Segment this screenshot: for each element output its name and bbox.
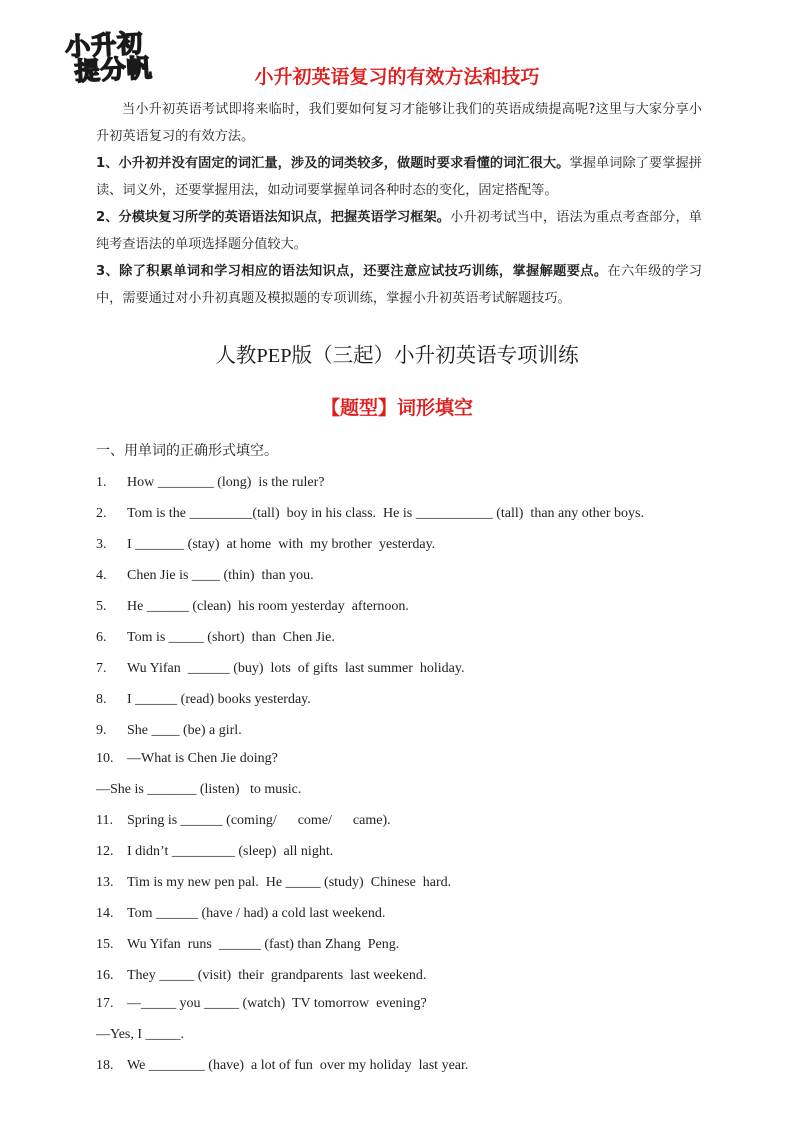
question-text: Tim is my new pen pal. He _____ (study) Chinese hard. (127, 875, 452, 890)
logo-line-1: 小升初 (64, 28, 145, 62)
question-item (96, 963, 706, 994)
question-text: I didn’t _________ (sleep) all night. (127, 844, 334, 859)
question-text: —Yes, I _____. (96, 1027, 185, 1042)
question-number: 16. (96, 968, 114, 983)
question-type-tag: 【题型】词形填空 (320, 397, 473, 419)
question-number: 15. (96, 937, 114, 952)
question-item (96, 994, 706, 1024)
question-text: —She is _______ (listen) to music. (96, 782, 302, 797)
tip-3-heading: 3、除了积累单词和学习相应的语法知识点，还要注意应试技巧训练，掌握解题要点。 (96, 264, 608, 279)
question-number: 8. (96, 692, 107, 707)
question-number: 10. (96, 751, 114, 766)
question-number: 9. (96, 723, 107, 738)
question-item (96, 656, 706, 687)
question-item (96, 1053, 706, 1084)
question-number: 18. (96, 1058, 114, 1073)
logo-line-2: 提分帆 (73, 53, 154, 87)
question-item (96, 625, 706, 656)
question-number: 2. (96, 506, 107, 521)
question-item (96, 932, 706, 963)
question-item (96, 808, 706, 839)
question-text: He ______ (clean) his room yesterday afternoon. (127, 599, 409, 614)
question-text: We ________ (have) a lot of fun over my holiday last year. (127, 1058, 469, 1073)
question-item (96, 1024, 706, 1053)
question-text: —_____ you _____ (watch) TV tomorrow evening? (127, 996, 427, 1011)
tip-1 (96, 150, 702, 204)
question-item (96, 749, 706, 779)
tip-3-body: 在六年级的学习中，需要通过对小升初真题及模拟题的专项训练，掌握小升初英语考试解题技巧。 (96, 264, 702, 306)
question-number: 4. (96, 568, 107, 583)
tip-3 (96, 258, 702, 312)
question-list (96, 470, 706, 1084)
question-item (96, 718, 706, 749)
page-title: 小升初英语复习的有效方法和技巧 (254, 66, 540, 88)
question-text: —What is Chen Jie doing? (127, 751, 278, 766)
question-number: 13. (96, 875, 114, 890)
question-number: 1. (96, 475, 107, 490)
question-text: She ____ (be) a girl. (127, 723, 242, 738)
question-item (96, 870, 706, 901)
question-item (96, 901, 706, 932)
question-number: 14. (96, 906, 114, 921)
tip-2-body: 小升初考试当中，语法为重点考查部分，单纯考查语法的单项选择题分值较大。 (96, 210, 702, 252)
question-text: I ______ (read) books yesterday. (127, 692, 311, 707)
question-number: 6. (96, 630, 107, 645)
question-item (96, 594, 706, 625)
question-number: 5. (96, 599, 107, 614)
question-text: I _______ (stay) at home with my brother yesterday. (127, 537, 436, 552)
question-item (96, 839, 706, 870)
tip-1-heading: 1、小升初并没有固定的词汇量，涉及的词类较多，做题时要求看懂的词汇很大。 (96, 156, 570, 171)
question-item (96, 532, 706, 563)
question-number: 12. (96, 844, 114, 859)
question-text: Wu Yifan runs ______ (fast) than Zhang Peng. (127, 937, 400, 952)
question-text: Chen Jie is ____ (thin) than you. (127, 568, 314, 583)
question-text: Spring is ______ (coming/ come/ came). (127, 813, 391, 828)
tip-2-heading: 2、分模块复习所学的英语语法知识点，把握英语学习框架。 (96, 210, 451, 225)
intro-section (96, 96, 702, 312)
question-item (96, 470, 706, 501)
question-text: Wu Yifan ______ (buy) lots of gifts last summer holiday. (127, 661, 465, 676)
question-text: Tom is _____ (short) than Chen Jie. (127, 630, 335, 645)
question-item (96, 563, 706, 594)
question-text: How ________ (long) is the ruler? (127, 475, 325, 490)
question-number: 7. (96, 661, 107, 676)
question-text: They _____ (visit) their grandparents last weekend. (127, 968, 427, 983)
exercise-subtitle: 人教PEP版（三起）小升初英语专项训练 (215, 345, 579, 367)
tip-2 (96, 204, 702, 258)
intro-paragraph: 当小升初英语考试即将来临时，我们要如何复习才能够让我们的英语成绩提高呢?这里与大家分享小升初英语复习的有效方法。 (96, 102, 702, 144)
question-number: 3. (96, 537, 107, 552)
question-item (96, 779, 706, 808)
question-text: Tom ______ (have / had) a cold last weekend. (127, 906, 386, 921)
question-item (96, 501, 706, 532)
tip-1-body: 掌握单词除了要掌握拼读、词义外，还要掌握用法，如动词要掌握单词各种时态的变化，固定搭配等。 (96, 156, 702, 198)
question-number: 17. (96, 996, 114, 1011)
question-number: 11. (96, 813, 113, 828)
question-item (96, 687, 706, 718)
question-text: Tom is the _________(tall) boy in his class. He is ___________ (tall) than any other boys. (127, 506, 644, 521)
section-title: 一、用单词的正确形式填空。 (96, 443, 278, 459)
